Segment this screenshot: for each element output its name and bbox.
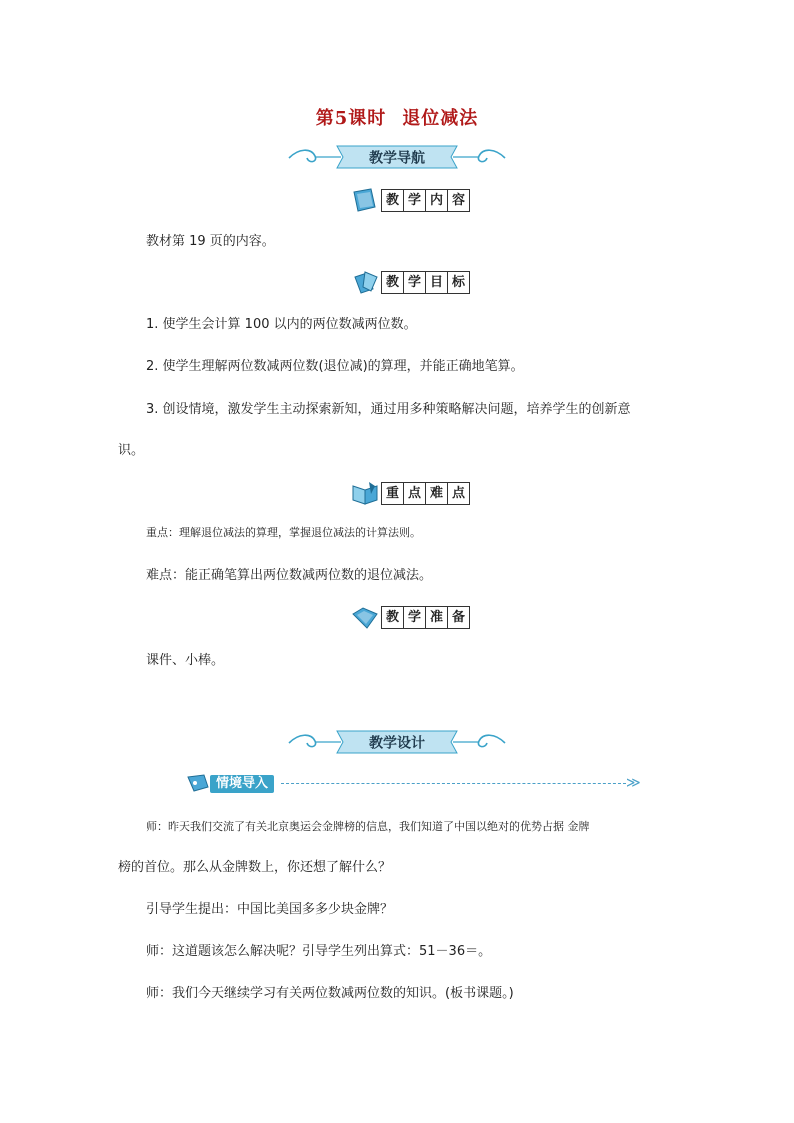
banner1-text: 教学导航: [369, 150, 425, 167]
intro-label: 情境导入: [210, 775, 274, 793]
prep-text: 课件、小棒。: [146, 653, 225, 668]
lesson-number: 第5课时: [315, 108, 387, 129]
char: 目: [426, 272, 448, 293]
open-book-icon: [351, 480, 379, 506]
focus-text: 重点：理解退位减法的算理，掌握退位减法的计算法则。: [146, 526, 421, 539]
pencil-books-icon: [351, 269, 379, 295]
banner-teaching-design: [0, 727, 794, 757]
char: 容: [448, 190, 469, 211]
chat-icon: [186, 773, 210, 795]
difficulty-text: 难点：能正确笔算出两位数减两位数的退位减法。: [146, 568, 433, 583]
goal-item-1: 1. 使学生会计算 100 以内的两位数减两位数。: [146, 317, 417, 332]
intro-paragraph-4: 师：我们今天继续学习有关两位数减两位数的知识。(板书课题。): [146, 986, 514, 1001]
char: 内: [426, 190, 448, 211]
intro-paragraph-1-cont: 榜的首位。那么从金牌数上，你还想了解什么？: [118, 860, 392, 875]
goal-item-2: 2. 使学生理解两位数减两位数(退位减)的算理，并能正确地笔算。: [146, 359, 524, 374]
section-title-prep: [381, 606, 470, 629]
lesson-topic: 退位减法: [402, 108, 479, 129]
section-header-goals: [0, 268, 794, 296]
book-icon: [351, 187, 379, 213]
char: 教: [382, 190, 404, 211]
banner-ornament: [285, 142, 509, 172]
section-title-goals: [381, 271, 470, 294]
char: 标: [448, 272, 469, 293]
char: 学: [404, 272, 426, 293]
char: 点: [404, 483, 426, 504]
char: 教: [382, 272, 404, 293]
banner-ornament: [285, 727, 509, 757]
char: 重: [382, 483, 404, 504]
section-header-content: [0, 186, 794, 214]
folder-icon: [351, 604, 379, 630]
intro-paragraph-2: 引导学生提出：中国比美国多多少块金牌？: [146, 902, 394, 917]
banner-teaching-nav: [0, 142, 794, 172]
content-text: 教材第 19 页的内容。: [146, 234, 275, 249]
char: 准: [426, 607, 448, 628]
char: 备: [448, 607, 469, 628]
goal-item-3: 3. 创设情境，激发学生主动探索新知，通过用多种策略解决问题，培养学生的创新意: [146, 402, 631, 417]
section-title-content: [381, 189, 470, 212]
intro-paragraph-1: 师：昨天我们交流了有关北京奥运会金牌榜的信息，我们知道了中国以绝对的优势占据 金牌: [146, 820, 590, 833]
char: 点: [448, 483, 469, 504]
goal-item-3-cont: 识。: [118, 443, 145, 458]
char: 教: [382, 607, 404, 628]
char: 学: [404, 190, 426, 211]
section-header-prep: [0, 603, 794, 631]
intro-header: [186, 773, 646, 795]
banner2-text: 教学设计: [369, 735, 425, 752]
dashed-divider: [281, 783, 626, 784]
section-header-key: [0, 479, 794, 507]
lesson-title: [0, 104, 794, 130]
char: 难: [426, 483, 448, 504]
intro-paragraph-3: 师：这道题该怎么解决呢？引导学生列出算式：51－36＝。: [146, 944, 492, 959]
char: 学: [404, 607, 426, 628]
section-title-key: [381, 482, 470, 505]
double-chevron-icon: ≫: [626, 775, 641, 791]
